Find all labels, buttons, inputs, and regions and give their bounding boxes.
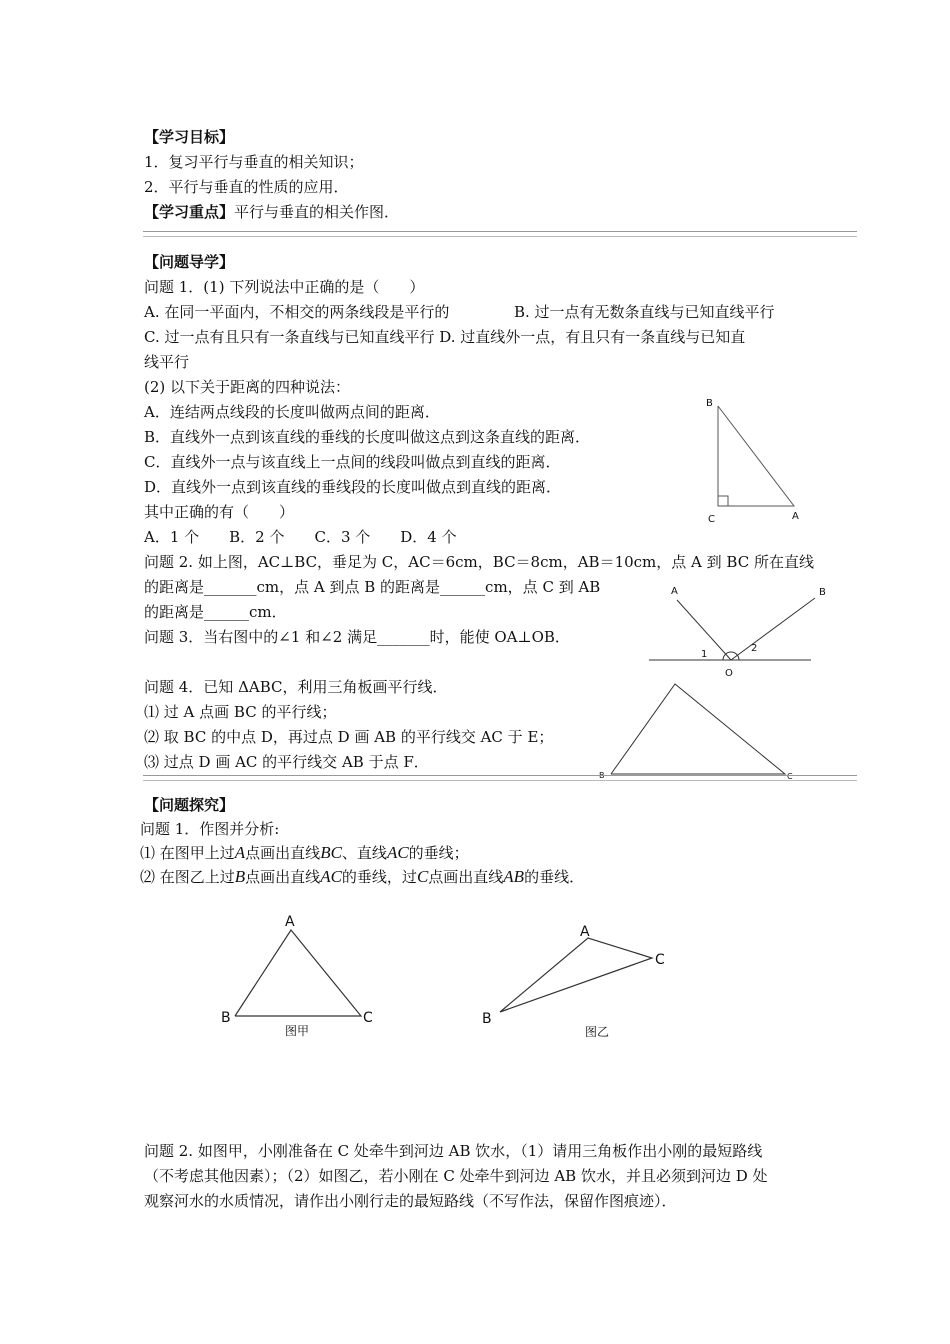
vertex-c-label: C	[655, 952, 665, 968]
text: 点画出直线	[245, 844, 321, 862]
math-bc: BC	[320, 843, 342, 862]
text: 、直线	[341, 844, 387, 862]
angle-1-label: 1	[701, 649, 708, 660]
vertex-b-label: B	[706, 398, 713, 409]
vertex-c-label: C	[708, 514, 715, 525]
section-divider	[143, 236, 857, 237]
text: 点画出直线	[245, 868, 321, 886]
explore-q1-title: 问题 1．作图并分析:	[140, 820, 280, 838]
explore-q2-line-2: （不考虑其他因素）；（2）如图乙，若小刚在 C 处牵牛到河边 AB 饮水，并且必须到河边 D 处	[144, 1167, 768, 1185]
vertex-b-label: B	[599, 771, 605, 780]
text: ⑵ 在图乙上过	[140, 868, 235, 886]
figure-jia	[215, 910, 385, 1040]
focus-line	[144, 202, 399, 222]
goal-item-2: 2．平行与垂直的性质的应用．	[144, 178, 349, 196]
math-b: B	[234, 867, 246, 886]
q1p2-ask: 其中正确的有（ ）	[144, 503, 295, 521]
q2-line-3: 的距离是______cm．	[144, 603, 287, 621]
ray-ob	[731, 598, 815, 660]
triangle-outline	[611, 684, 785, 774]
explore-q2-line-1: 问题 2. 如图甲，小刚准备在 C 处牵牛到河边 AB 饮水，（1）请用三角板作出小刚的最短路线	[144, 1142, 763, 1160]
q4-step-2: ⑵ 取 BC 的中点 D，再过点 D 画 AB 的平行线交 AC 于 E；	[144, 728, 554, 746]
goals-heading: 【学习目标】	[144, 128, 235, 146]
math-c: C	[416, 867, 429, 886]
figure-yi	[478, 918, 678, 1048]
q4-title: 问题 4．已知 ΔABC，利用三角板画平行线．	[144, 678, 448, 696]
vertex-c-label: C	[363, 1010, 373, 1026]
q1-option-c-cont: 线平行	[144, 353, 190, 371]
q1p2-statement-d: D．直线外一点到该直线的垂线段的长度叫做点到直线的距离．	[144, 478, 562, 496]
vertex-c-label: C	[787, 772, 793, 781]
angle-2-label: 2	[751, 643, 758, 654]
vertex-a-label: A	[580, 924, 590, 940]
vertex-a-label: A	[792, 511, 799, 522]
q2-line-1: 问题 2. 如上图，AC⊥BC，垂足为 C，AC＝6cm，BC＝8cm，AB＝10cm，点 A 到 BC 所在直线	[144, 553, 814, 571]
q3-text: 问题 3．当右图中的∠1 和∠2 满足_______时，能使 OA⊥OB．	[144, 628, 570, 646]
text: 点画出直线	[428, 868, 504, 886]
text: 的垂线．	[524, 868, 585, 886]
explore-heading: 【问题探究】	[144, 796, 235, 814]
section-divider	[143, 780, 857, 781]
explore-q1-step-2	[140, 867, 584, 887]
q4-triangle-figure	[595, 678, 805, 788]
figure-caption: 图甲	[285, 1024, 310, 1038]
math-ab: AB	[503, 867, 525, 886]
triangle-outline	[500, 938, 652, 1012]
q1p2-title: (2) 以下关于距离的四种说法：	[144, 378, 351, 396]
goal-item-1: 1．复习平行与垂直的相关知识；	[144, 153, 364, 171]
explore-q2-line-3: 观察河水的水质情况，请作出小刚行走的最短路线（不写作法，保留作图痕迹）．	[144, 1192, 677, 1210]
q1p2-statement-c: C．直线外一点与该直线上一点间的线段叫做点到直线的距离．	[144, 453, 561, 471]
text: 的垂线，过	[341, 868, 417, 886]
math-a: A	[234, 843, 246, 862]
vertex-b-label: B	[482, 1011, 492, 1027]
right-triangle-figure	[700, 390, 820, 530]
q2-line-2: 的距离是_______cm，点 A 到点 B 的距离是______cm，点 C 到 AB	[144, 578, 601, 596]
figure-caption: 图乙	[585, 1025, 610, 1039]
math-ac: AC	[386, 843, 409, 862]
guide-heading: 【问题导学】	[144, 253, 235, 271]
point-o-label: O	[725, 668, 733, 679]
text: ⑴ 在图甲上过	[140, 844, 235, 862]
q4-step-1: ⑴ 过 A 点画 BC 的平行线；	[144, 703, 337, 721]
q1-option-b: B. 过一点有无数条直线与已知直线平行	[514, 303, 775, 321]
focus-text: 平行与垂直的相关作图．	[234, 203, 400, 221]
section-divider	[143, 231, 857, 232]
triangle-outline	[718, 406, 794, 506]
vertex-b-label: B	[221, 1010, 231, 1026]
q4-step-3: ⑶ 过点 D 画 AC 的平行线交 AB 于点 F．	[144, 753, 429, 771]
q1p2-statement-b: B．直线外一点到该直线的垂线的长度叫做这点到这条直线的距离．	[144, 428, 591, 446]
point-a-label: A	[671, 586, 678, 597]
q1p2-choices: A．1 个 B．2 个 C．3 个 D．4 个	[144, 528, 457, 546]
explore-q1-step-1	[140, 843, 469, 863]
vertex-a-label: A	[285, 914, 295, 930]
triangle-outline	[235, 930, 361, 1016]
section-divider	[143, 775, 857, 776]
q1-option-c: C. 过一点有且只有一条直线与已知直线平行 D. 过直线外一点，有且只有一条直线与已知直	[144, 328, 746, 346]
text: 的垂线；	[408, 844, 469, 862]
math-ac: AC	[320, 867, 342, 886]
q1p2-statement-a: A．连结两点线段的长度叫做两点间的距离．	[144, 403, 440, 421]
right-angle-mark	[718, 496, 728, 506]
q1-title: 问题 1．(1) 下列说法中正确的是（ ）	[144, 278, 425, 296]
angle-figure	[645, 580, 825, 680]
point-b-label: B	[819, 587, 826, 598]
q1-option-a: A. 在同一平面内，不相交的两条线段是平行的	[144, 303, 450, 321]
focus-heading: 【学习重点】	[144, 203, 235, 221]
